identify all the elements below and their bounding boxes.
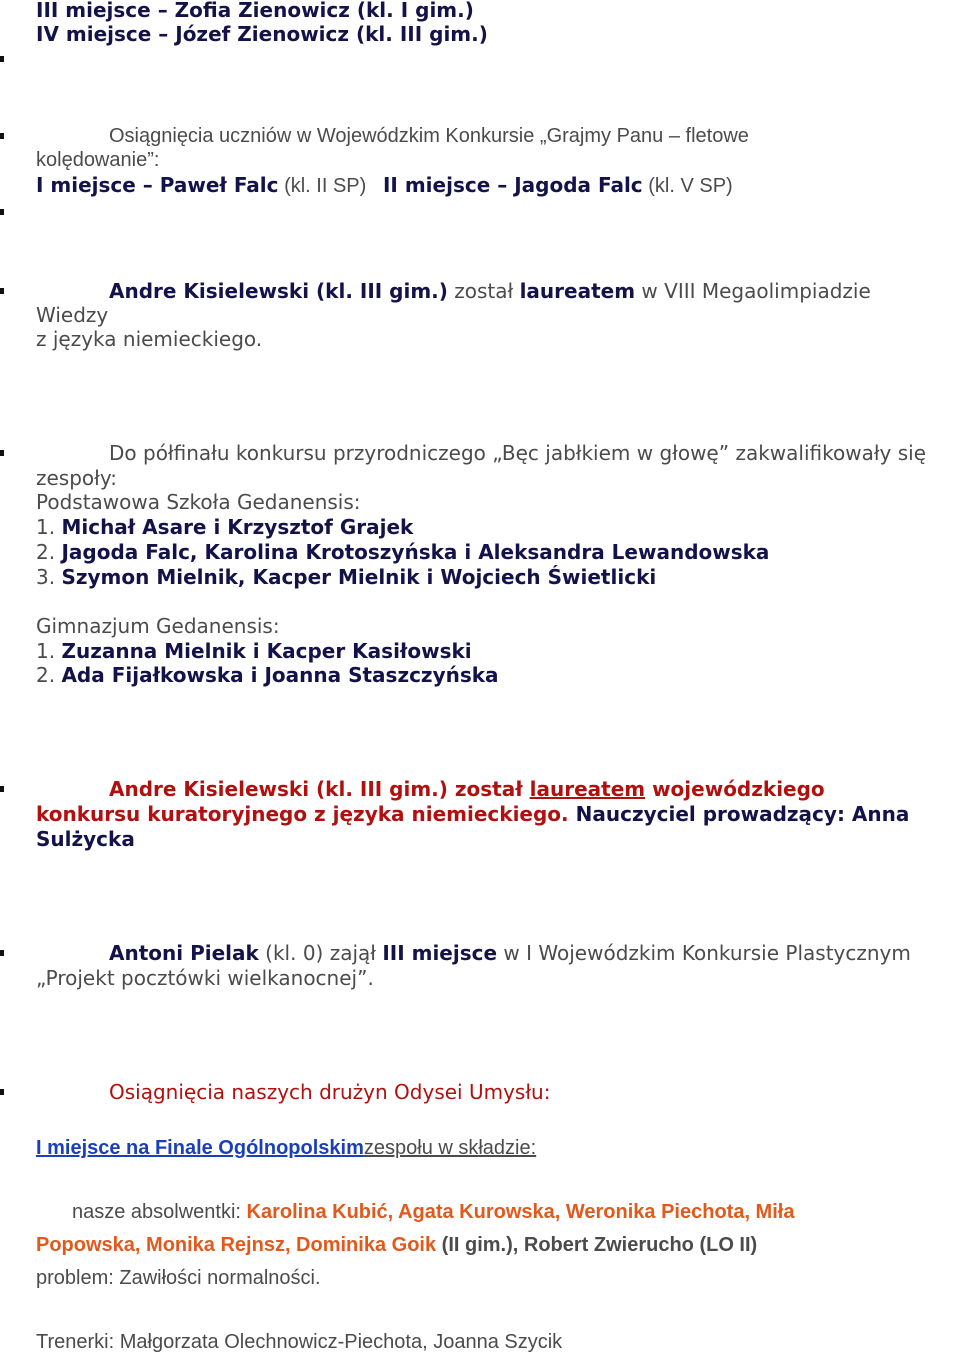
school-heading: Podstawowa Szkoła Gedanensis: bbox=[36, 490, 361, 514]
team-item: 1. Michał Asare i Krzysztof Grajek bbox=[36, 515, 414, 539]
section-text: Do półfinału konkursu przyrodniczego „Bęc jabłkiem w głowę” zakwalifikowały się bbox=[109, 441, 926, 465]
section-text: „Projekt pocztówki wielkanocnej”. bbox=[36, 966, 374, 990]
team-item: 3. Szymon Mielnik, Kacper Mielnik i Wojciech Świetlicki bbox=[36, 565, 657, 589]
bullet-marker bbox=[0, 288, 4, 294]
section-text: konkursu kuratoryjnego z języka niemieckiego. Nauczyciel prowadzący: Anna bbox=[36, 802, 910, 826]
team-item: 2. Jagoda Falc, Karolina Krotoszyńska i Aleksandra Lewandowska bbox=[36, 540, 770, 564]
section-text: Andre Kisielewski (kl. III gim.) został laureatem w VIII Megaolimpiadzie bbox=[109, 279, 871, 303]
section-text: Antoni Pielak (kl. 0) zajął III miejsce w I Wojewódzkim Konkursie Plastycznym bbox=[109, 941, 911, 965]
bullet-marker bbox=[0, 950, 4, 956]
bullet-marker bbox=[0, 450, 4, 456]
final-line: I miejsce na Finale Ogólnopolskimzespołu w składzie: bbox=[36, 1137, 537, 1159]
members-line: nasze absolwentki: Karolina Kubić, Agata Kurowska, Weronika Piechota, Miła bbox=[72, 1201, 795, 1223]
result-line: I miejsce – Paweł Falc (kl. II SP) II miejsce – Jagoda Falc (kl. V SP) bbox=[36, 173, 733, 197]
section-text: Osiągnięcia uczniów w Wojewódzkim Konkursie „Grajmy Panu – fletowe bbox=[109, 125, 749, 147]
bullet-marker bbox=[0, 786, 4, 792]
school-heading: Gimnazjum Gedanensis: bbox=[36, 614, 280, 638]
final-link[interactable]: I miejsce na Finale Ogólnopolskim bbox=[36, 1137, 364, 1159]
bullet-marker bbox=[0, 56, 4, 62]
team-item: 1. Zuzanna Mielnik i Kacper Kasiłowski bbox=[36, 639, 472, 663]
section-text: kolędowanie”: bbox=[36, 149, 160, 171]
section-text: Andre Kisielewski (kl. III gim.) został laureatem wojewódzkiego bbox=[109, 777, 825, 801]
members-line: Popowska, Monika Rejnsz, Dominika Goik (II gim.), Robert Zwierucho (LO II) bbox=[36, 1234, 758, 1256]
section-heading: Osiągnięcia naszych drużyn Odysei Umysłu: bbox=[109, 1080, 551, 1104]
coaches-line: Trenerki: Małgorzata Olechnowicz-Piechota, Joanna Szycik bbox=[36, 1331, 563, 1353]
section-text: Sulżycka bbox=[36, 827, 135, 851]
bullet-marker bbox=[0, 1089, 4, 1095]
section-text: zespoły: bbox=[36, 466, 117, 490]
problem-line: problem: Zawiłości normalności. bbox=[36, 1267, 321, 1289]
bullet-marker bbox=[0, 133, 4, 139]
result-line: IV miejsce – Józef Zienowicz (kl. III gim.) bbox=[36, 22, 488, 46]
bullet-marker bbox=[0, 209, 4, 215]
section-text: Wiedzy bbox=[36, 303, 109, 327]
result-line: III miejsce – Zofia Zienowicz (kl. I gim.) bbox=[36, 0, 474, 22]
team-item: 2. Ada Fijałkowska i Joanna Staszczyńska bbox=[36, 663, 499, 687]
section-text: z języka niemieckiego. bbox=[36, 327, 263, 351]
